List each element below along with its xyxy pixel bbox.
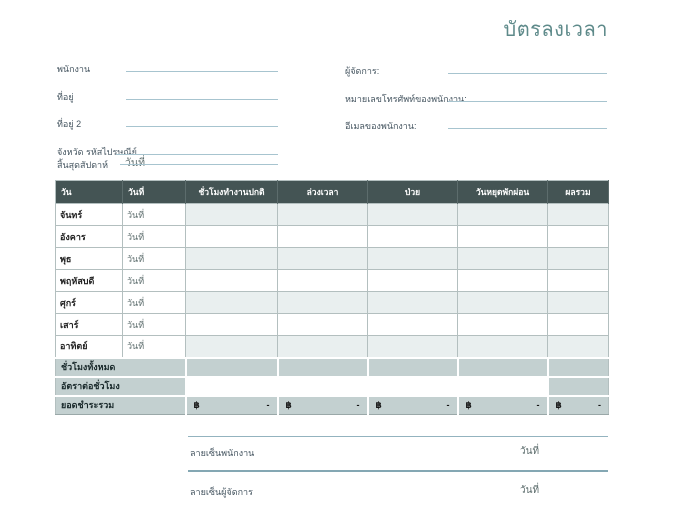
day-row-sunday xyxy=(56,336,609,358)
currency-symbol: ฿ xyxy=(465,399,472,410)
regular-hours-cell[interactable] xyxy=(186,336,278,358)
col-header-vacation: วันหยุดพักผ่อน xyxy=(458,181,548,204)
employee-input[interactable] xyxy=(126,60,278,72)
employee-signature-label: ลายเซ็นพนักงาน xyxy=(190,448,255,458)
email-label: อีเมลของพนักงาน: xyxy=(345,121,417,131)
address2-input[interactable] xyxy=(126,115,278,127)
date-cell[interactable]: วันที่ xyxy=(123,292,186,314)
pay-sick-cell[interactable] xyxy=(368,396,458,415)
col-header-date: วันที่ xyxy=(123,181,186,204)
total-hours-label: ชั่วโมงทั้งหมด xyxy=(56,358,186,377)
address-input[interactable] xyxy=(126,88,278,100)
date-cell[interactable]: วันที่ xyxy=(123,336,186,358)
total-cell[interactable] xyxy=(548,314,609,336)
day-cell: จันทร์ xyxy=(56,204,123,226)
date-cell[interactable]: วันที่ xyxy=(123,204,186,226)
col-header-regular-hours: ชั่วโมงทำงานปกติ xyxy=(186,181,278,204)
header-row xyxy=(56,181,609,204)
total-pay-label: ยอดชำระรวม xyxy=(56,396,186,415)
vacation-cell[interactable] xyxy=(458,226,548,248)
regular-hours-cell[interactable] xyxy=(186,248,278,270)
vacation-cell[interactable] xyxy=(458,204,548,226)
rate-per-hour-row xyxy=(56,377,609,396)
address2-label: ที่อยู่ 2 xyxy=(57,119,82,129)
rate-total-cell[interactable] xyxy=(548,377,609,396)
day-cell: เสาร์ xyxy=(56,314,123,336)
col-header-day: วัน xyxy=(56,181,123,204)
pay-total-cell[interactable] xyxy=(548,396,609,415)
regular-hours-cell[interactable] xyxy=(186,314,278,336)
manager-signature-label: ลายเซ็นผู้จัดการ xyxy=(190,487,253,497)
amount-placeholder: - xyxy=(356,400,360,411)
currency-symbol: ฿ xyxy=(285,399,292,410)
sick-cell[interactable] xyxy=(368,204,458,226)
total-hours-row xyxy=(56,358,609,377)
currency-symbol: ฿ xyxy=(375,399,382,410)
date-cell[interactable]: วันที่ xyxy=(123,248,186,270)
overtime-cell[interactable] xyxy=(278,226,368,248)
day-row-saturday xyxy=(56,314,609,336)
manager-signature-date[interactable]: วันที่ xyxy=(520,485,540,496)
day-row-wednesday xyxy=(56,248,609,270)
amount-placeholder: - xyxy=(266,400,270,411)
sick-cell[interactable] xyxy=(368,292,458,314)
vacation-cell[interactable] xyxy=(458,270,548,292)
pay-regular-cell[interactable] xyxy=(186,396,278,415)
total-cell[interactable] xyxy=(548,248,609,270)
day-row-tuesday xyxy=(56,226,609,248)
col-header-overtime: ล่วงเวลา xyxy=(278,181,368,204)
regular-hours-cell[interactable] xyxy=(186,204,278,226)
total-cell[interactable] xyxy=(548,270,609,292)
total-cell[interactable] xyxy=(548,226,609,248)
overtime-cell[interactable] xyxy=(278,204,368,226)
total-hours-overtime-cell[interactable] xyxy=(278,358,368,377)
overtime-cell[interactable] xyxy=(278,336,368,358)
date-cell[interactable]: วันที่ xyxy=(123,226,186,248)
rate-overtime-cell[interactable] xyxy=(278,377,368,396)
email-input[interactable] xyxy=(448,117,607,129)
employee-label: พนักงาน xyxy=(57,64,91,74)
day-cell: พฤหัสบดี xyxy=(56,270,123,292)
total-hours-vacation-cell[interactable] xyxy=(458,358,548,377)
vacation-cell[interactable] xyxy=(458,336,548,358)
day-row-friday xyxy=(56,292,609,314)
employee-signature-date[interactable]: วันที่ xyxy=(520,446,540,457)
sick-cell[interactable] xyxy=(368,336,458,358)
date-cell[interactable]: วันที่ xyxy=(123,314,186,336)
day-cell: ศุกร์ xyxy=(56,292,123,314)
regular-hours-cell[interactable] xyxy=(186,270,278,292)
total-cell[interactable] xyxy=(548,204,609,226)
manager-input[interactable] xyxy=(448,62,607,74)
sick-cell[interactable] xyxy=(368,314,458,336)
phone-input[interactable] xyxy=(448,90,607,102)
total-hours-total-cell[interactable] xyxy=(548,358,609,377)
week-ending-input[interactable] xyxy=(120,153,278,165)
total-hours-sick-cell[interactable] xyxy=(368,358,458,377)
pay-overtime-cell[interactable] xyxy=(278,396,368,415)
amount-placeholder: - xyxy=(446,400,450,411)
col-header-sick: ป่วย xyxy=(368,181,458,204)
address-label: ที่อยู่ xyxy=(57,92,74,102)
date-cell[interactable]: วันที่ xyxy=(123,270,186,292)
total-hours-regular-cell[interactable] xyxy=(186,358,278,377)
regular-hours-cell[interactable] xyxy=(186,226,278,248)
rate-sick-cell[interactable] xyxy=(368,377,458,396)
regular-hours-cell[interactable] xyxy=(186,292,278,314)
overtime-cell[interactable] xyxy=(278,292,368,314)
day-row-monday xyxy=(56,204,609,226)
day-row-thursday xyxy=(56,270,609,292)
amount-placeholder: - xyxy=(598,400,601,411)
week-ending-date-value[interactable]: วันที่ xyxy=(125,157,145,169)
timesheet-table xyxy=(55,180,609,415)
currency-symbol: ฿ xyxy=(555,399,562,410)
pay-vacation-cell[interactable] xyxy=(458,396,548,415)
currency-symbol: ฿ xyxy=(193,399,200,410)
day-cell: อังคาร xyxy=(56,226,123,248)
overtime-cell[interactable] xyxy=(278,270,368,292)
amount-placeholder: - xyxy=(536,400,540,411)
overtime-cell[interactable] xyxy=(278,314,368,336)
city-zip-label: จังหวัด รหัสไปรษณีย์ xyxy=(57,147,137,157)
vacation-cell[interactable] xyxy=(458,314,548,336)
sick-cell[interactable] xyxy=(368,270,458,292)
total-pay-row xyxy=(56,396,609,415)
manager-signature-line[interactable] xyxy=(188,460,608,472)
rate-regular-cell[interactable] xyxy=(186,377,278,396)
total-cell[interactable] xyxy=(548,292,609,314)
day-cell: พุธ xyxy=(56,248,123,270)
phone-label: หมายเลขโทรศัพท์ของพนักงาน: xyxy=(345,94,467,104)
vacation-cell[interactable] xyxy=(458,248,548,270)
sick-cell[interactable] xyxy=(368,248,458,270)
page-title: บัตรลงเวลา xyxy=(503,19,608,41)
manager-label: ผู้จัดการ: xyxy=(345,66,380,76)
total-cell[interactable] xyxy=(548,336,609,358)
day-cell: อาทิตย์ xyxy=(56,336,123,358)
rate-per-hour-label: อัตราต่อชั่วโมง xyxy=(56,377,186,396)
vacation-cell[interactable] xyxy=(458,292,548,314)
employee-signature-line[interactable] xyxy=(188,425,608,437)
sick-cell[interactable] xyxy=(368,226,458,248)
week-ending-label: สิ้นสุดสัปดาห์ xyxy=(57,160,109,170)
rate-vacation-cell[interactable] xyxy=(458,377,548,396)
col-header-total: ผลรวม xyxy=(548,181,609,204)
overtime-cell[interactable] xyxy=(278,248,368,270)
